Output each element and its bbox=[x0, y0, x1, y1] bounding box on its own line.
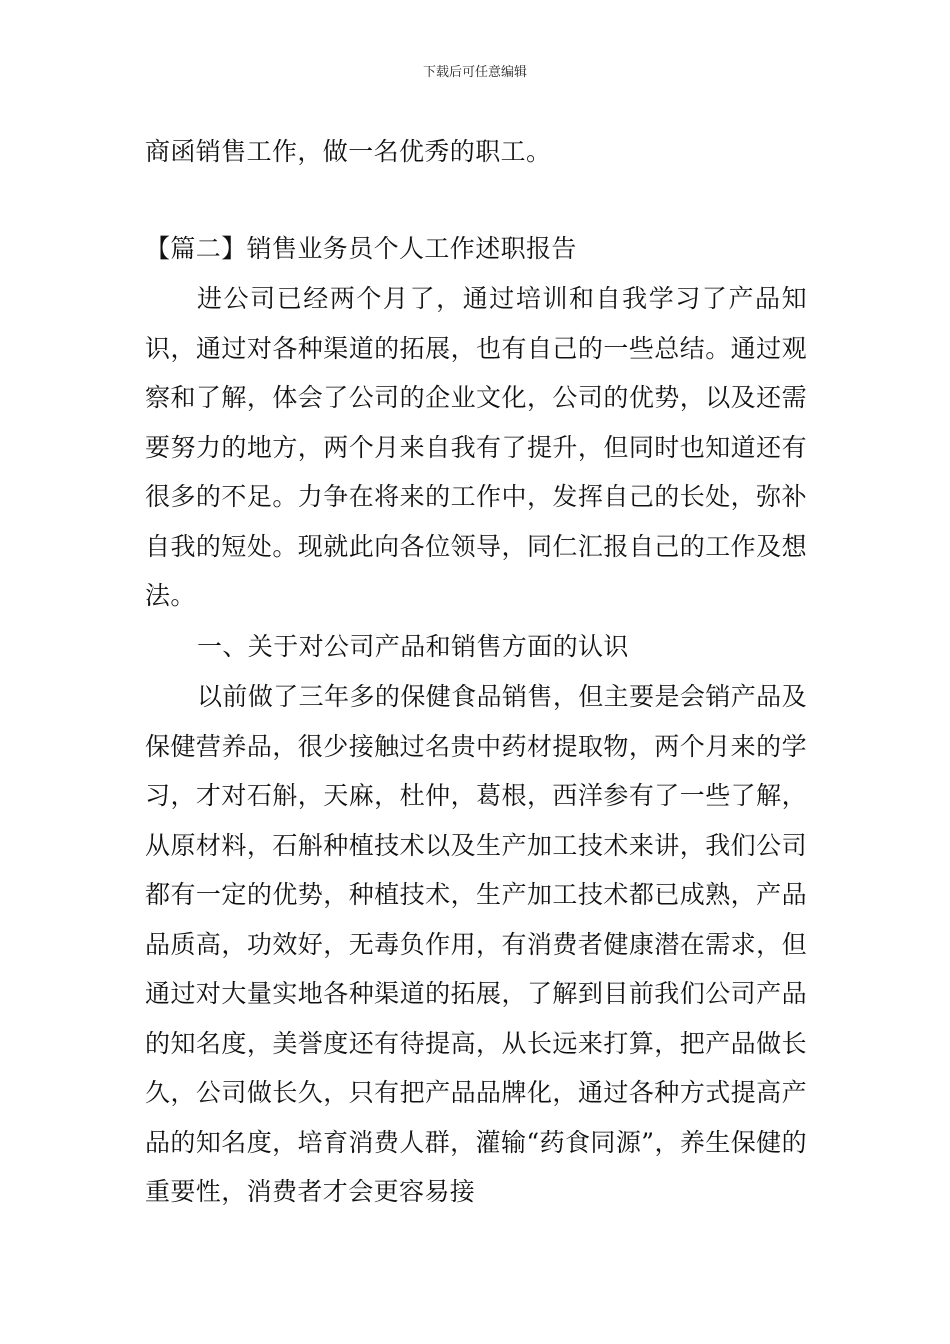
subsection-heading: 一、关于对公司产品和销售方面的认识 bbox=[197, 632, 629, 661]
section-heading: 【篇二】销售业务员个人工作述职报告 bbox=[145, 234, 577, 263]
body-paragraph: 进公司已经两个月了，通过培训和自我学习了产品知识，通过对各种渠道的拓展，也有自己的一些总结。通过观察和了解，体会了公司的企业文化，公司的优势，以及还需要努力的地方，两个月来自我有了提升，但同时也知道还有很多的不足。力争在将来的工作中，发挥自己的长处，弥补自我的短处。现就此向各位领导，同仁汇报自己的工作及想法。 bbox=[145, 284, 807, 610]
continuation-paragraph: 商函销售工作，做一名优秀的职工。 bbox=[145, 137, 552, 166]
page-header-note: 下载后可任意编辑 bbox=[422, 65, 527, 80]
body-paragraph: 以前做了三年多的保健食品销售，但主要是会销产品及保健营养品，很少接触过名贵中药材提取物，两个月来的学习，才对石斛，天麻，杜仲，葛根，西洋参有了一些了解，从原材料，石斛种植技术以及生产加工技术来讲，我们公司都有一定的优势，种植技术，生产加工技术都已成熟，产品品质高，功效好，无毒负作用，有消费者健康潜在需求，但通过对大量实地各种渠道的拓展，了解到目前我们公司产品的知名度，美誉度还有待提高，从长远来打算，把产品做长久，公司做长久，只有把产品品牌化，通过各种方式提高产品的知名度，培育消费人群，灌输“药食同源”，养生保健的重要性，消费者才会更容易接 bbox=[145, 682, 807, 1206]
